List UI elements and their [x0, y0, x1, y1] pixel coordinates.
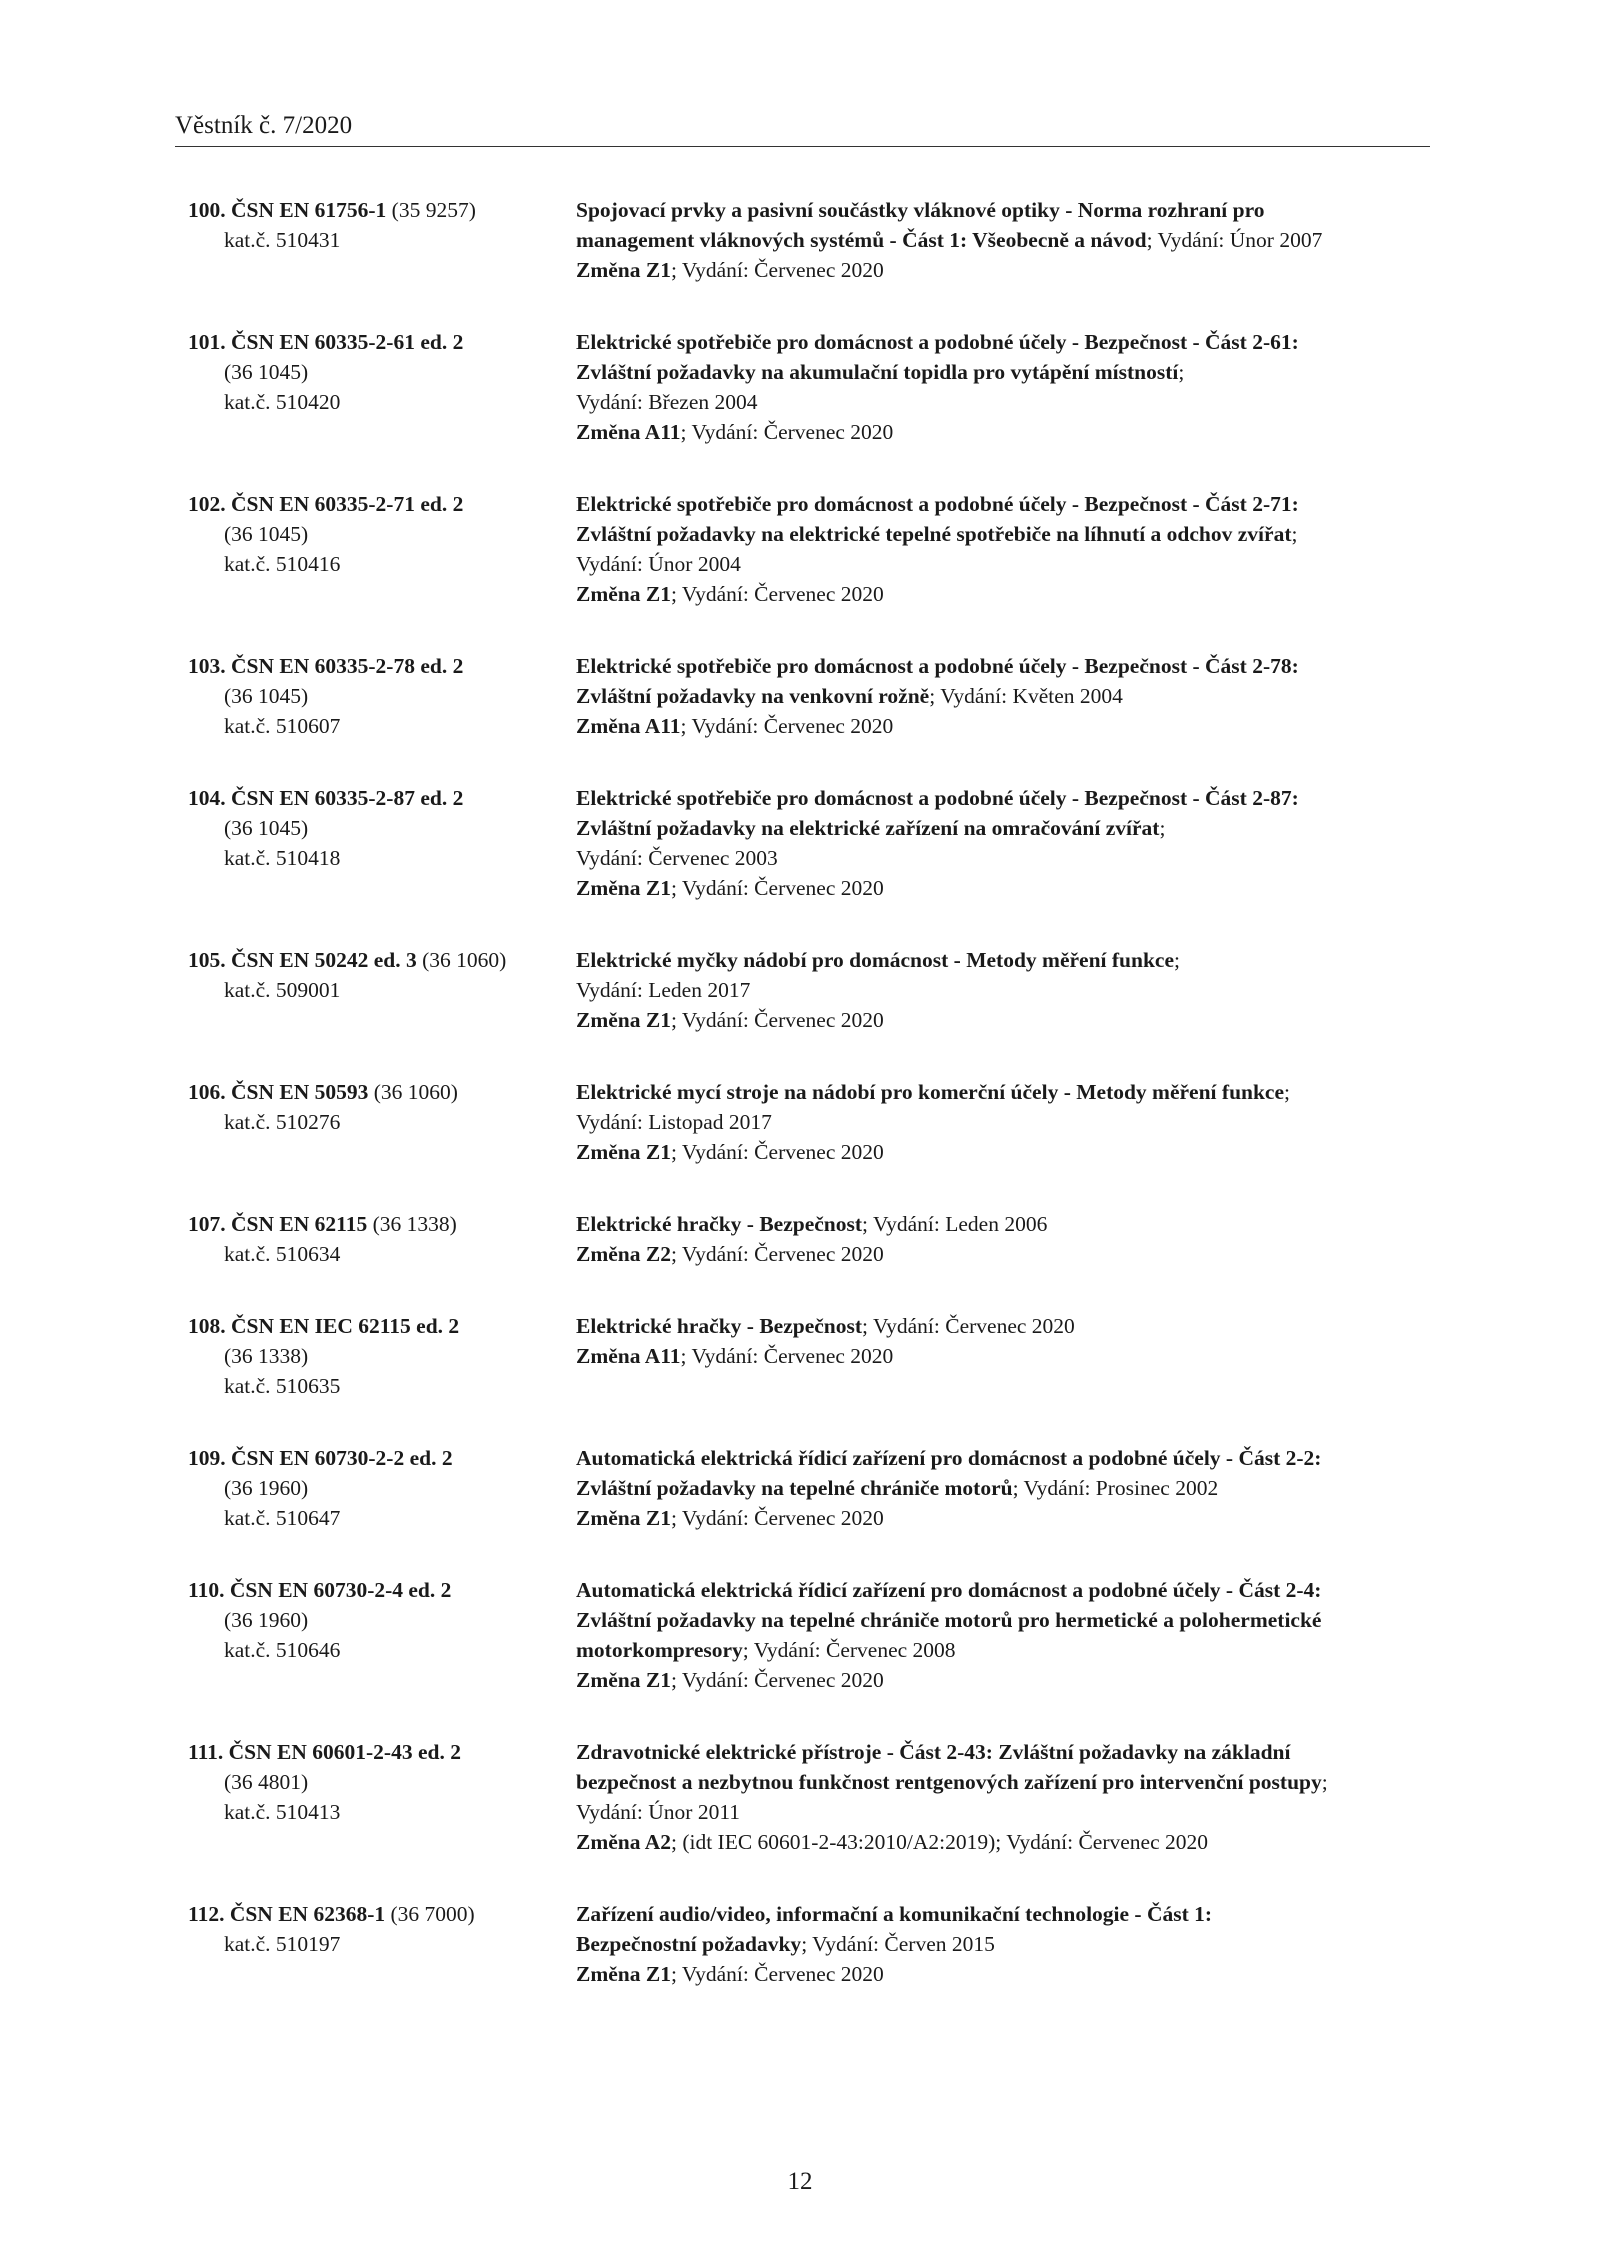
text-line — [576, 1503, 1428, 1533]
text-line — [188, 711, 576, 741]
text-line — [576, 357, 1428, 387]
standard-identifier — [188, 945, 576, 1035]
standard-identifier — [188, 1209, 576, 1269]
text-line — [188, 1473, 576, 1503]
bold-text: Elektrické spotřebiče pro domácnost a podobné účely - Bezpečnost - Část 2-78: — [576, 654, 1299, 678]
regular-text: ; Vydání: Červenec 2020 — [670, 1242, 884, 1266]
bold-text: Zvláštní požadavky na elektrické zařízení na omračování zvířat — [576, 816, 1160, 840]
bold-text: motorkompresory — [576, 1638, 743, 1662]
text-line — [188, 1737, 576, 1767]
text-line — [188, 387, 576, 417]
text-line — [576, 1737, 1428, 1767]
bold-text: Zvláštní požadavky na tepelné chrániče motorů — [576, 1476, 1013, 1500]
standard-description — [576, 1443, 1428, 1533]
regular-text: ; Vydání: Červenec 2020 — [680, 1344, 894, 1368]
regular-text: ; Vydání: Červenec 2020 — [862, 1314, 1075, 1338]
text-line — [576, 1209, 1428, 1239]
standard-description — [576, 1209, 1428, 1269]
text-line — [576, 711, 1428, 741]
standard-description — [576, 651, 1428, 741]
text-line — [188, 1209, 576, 1239]
bold-text: Změna Z1 — [576, 258, 671, 282]
bold-text: Změna Z1 — [576, 1008, 671, 1032]
text-line — [188, 1767, 576, 1797]
bold-text: Změna A11 — [576, 420, 681, 444]
regular-text: (35 9257) — [386, 198, 476, 222]
regular-text: (36 1060) — [416, 948, 507, 972]
bold-text: Zvláštní požadavky na tepelné chrániče motorů pro hermetické a polohermetické — [576, 1608, 1322, 1632]
bold-text: Změna A11 — [576, 1344, 681, 1368]
bold-text: Změna Z1 — [576, 1668, 671, 1692]
bold-text: 107. ČSN EN 62115 — [188, 1212, 368, 1236]
regular-text: ; Vydání: Červenec 2020 — [670, 1008, 884, 1032]
bold-text: Změna Z1 — [576, 1506, 671, 1530]
regular-text: kat.č. 510431 — [224, 228, 341, 252]
regular-text: Vydání: Únor 2004 — [576, 552, 741, 576]
text-line — [188, 1575, 576, 1605]
standard-entry — [188, 1737, 1428, 1857]
text-line — [576, 327, 1428, 357]
bold-text: management vláknových systémů - Část 1: Všeobecně a návod — [576, 228, 1147, 252]
text-line — [576, 1665, 1428, 1695]
regular-text: ; Vydání: Únor 2007 — [1146, 228, 1323, 252]
bold-text: Změna Z1 — [576, 1140, 671, 1164]
bold-text: Změna A2 — [576, 1830, 671, 1854]
regular-text: ; — [1178, 360, 1185, 384]
regular-text: kat.č. 510607 — [224, 714, 341, 738]
standard-entry — [188, 327, 1428, 447]
bold-text: Zvláštní požadavky na elektrické tepelné spotřebiče na líhnutí a odchov zvířat — [576, 522, 1292, 546]
regular-text: kat.č. 510418 — [224, 846, 341, 870]
standard-description — [576, 1311, 1428, 1401]
text-line — [576, 873, 1428, 903]
text-line — [576, 813, 1428, 843]
text-line — [576, 1077, 1428, 1107]
standard-identifier — [188, 327, 576, 447]
regular-text: ; Vydání: Červenec 2020 — [670, 1668, 884, 1692]
bold-text: Bezpečnostní požadavky — [576, 1932, 802, 1956]
text-line — [576, 1341, 1428, 1371]
standard-description — [576, 1899, 1428, 1989]
text-line — [188, 1371, 576, 1401]
text-line — [188, 1239, 576, 1269]
text-line — [188, 1443, 576, 1473]
standard-entry — [188, 1209, 1428, 1269]
text-line — [188, 1929, 576, 1959]
regular-text: ; Vydání: Červenec 2008 — [742, 1638, 956, 1662]
bold-text: Elektrické spotřebiče pro domácnost a podobné účely - Bezpečnost - Část 2-61: — [576, 330, 1299, 354]
text-line — [576, 1443, 1428, 1473]
text-line — [188, 843, 576, 873]
standard-identifier — [188, 195, 576, 285]
standard-description — [576, 783, 1428, 903]
text-line — [576, 1575, 1428, 1605]
text-line — [576, 1797, 1428, 1827]
bold-text: Elektrické hračky - Bezpečnost — [576, 1212, 863, 1236]
regular-text: (36 1045) — [224, 816, 309, 840]
regular-text: kat.č. 510646 — [224, 1638, 341, 1662]
text-line — [188, 489, 576, 519]
text-line — [188, 1341, 576, 1371]
text-line — [188, 549, 576, 579]
text-line — [576, 1767, 1428, 1797]
bold-text: 109. ČSN EN 60730-2-2 ed. 2 — [188, 1446, 453, 1470]
standard-entry — [188, 1077, 1428, 1167]
regular-text: ; — [1174, 948, 1180, 972]
regular-text: ; Vydání: Červen 2015 — [801, 1932, 995, 1956]
regular-text: kat.č. 510276 — [224, 1110, 341, 1134]
regular-text: (36 1338) — [367, 1212, 457, 1236]
regular-text: (36 1045) — [224, 522, 309, 546]
regular-text: kat.č. 510420 — [224, 390, 341, 414]
text-line — [188, 1899, 576, 1929]
regular-text: ; Vydání: Červenec 2020 — [670, 582, 884, 606]
bold-text: Spojovací prvky a pasivní součástky vláknové optiky - Norma rozhraní pro — [576, 198, 1265, 222]
bold-text: Elektrické mycí stroje na nádobí pro komerční účely - Metody měření funkce — [576, 1080, 1285, 1104]
journal-title: Věstník č. 7/2020 — [175, 112, 353, 139]
text-line — [188, 357, 576, 387]
regular-text: kat.č. 509001 — [224, 978, 341, 1002]
regular-text: Vydání: Leden 2017 — [576, 978, 751, 1002]
regular-text: kat.č. 510413 — [224, 1800, 341, 1824]
bold-text: Změna Z1 — [576, 1962, 671, 1986]
text-line — [576, 1605, 1428, 1635]
regular-text: Vydání: Březen 2004 — [576, 390, 758, 414]
standard-identifier — [188, 651, 576, 741]
regular-text: ; (idt IEC 60601-2-43:2010/A2:2019); Vydání: Červenec 2020 — [670, 1830, 1208, 1854]
bold-text: 104. ČSN EN 60335-2-87 ed. 2 — [188, 786, 464, 810]
regular-text: ; Vydání: Prosinec 2002 — [1012, 1476, 1219, 1500]
bold-text: 102. ČSN EN 60335-2-71 ed. 2 — [188, 492, 464, 516]
standard-identifier — [188, 1077, 576, 1167]
text-line — [576, 1929, 1428, 1959]
bold-text: Zařízení audio/video, informační a komunikační technologie - Část 1: — [576, 1902, 1213, 1926]
text-line — [188, 195, 576, 225]
text-line — [188, 945, 576, 975]
standard-entry — [188, 489, 1428, 609]
text-line — [188, 1503, 576, 1533]
text-line — [576, 1239, 1428, 1269]
text-line — [576, 417, 1428, 447]
standard-description — [576, 945, 1428, 1035]
standard-entry — [188, 195, 1428, 285]
text-line — [576, 579, 1428, 609]
standard-identifier — [188, 1443, 576, 1533]
regular-text: ; Vydání: Červenec 2020 — [680, 714, 894, 738]
regular-text: Vydání: Červenec 2003 — [576, 846, 778, 870]
standard-entry — [188, 1443, 1428, 1533]
standard-description — [576, 489, 1428, 609]
bold-text: 112. ČSN EN 62368-1 — [188, 1902, 386, 1926]
standard-description — [576, 327, 1428, 447]
standard-entry — [188, 783, 1428, 903]
text-line — [576, 651, 1428, 681]
text-line — [576, 945, 1428, 975]
regular-text: ; — [1159, 816, 1166, 840]
bold-text: 101. ČSN EN 60335-2-61 ed. 2 — [188, 330, 464, 354]
standard-identifier — [188, 489, 576, 609]
regular-text: kat.č. 510647 — [224, 1506, 341, 1530]
regular-text: kat.č. 510635 — [224, 1374, 341, 1398]
bold-text: Zvláštní požadavky na venkovní rožně — [576, 684, 930, 708]
bold-text: Elektrické myčky nádobí pro domácnost - Metody měření funkce — [576, 948, 1174, 972]
standard-entry — [188, 1899, 1428, 1989]
standard-description — [576, 195, 1428, 285]
bold-text: 111. ČSN EN 60601-2-43 ed. 2 — [188, 1740, 461, 1764]
standard-identifier — [188, 1311, 576, 1401]
regular-text: (36 1045) — [224, 360, 309, 384]
regular-text: ; — [1291, 522, 1298, 546]
regular-text: ; Vydání: Červenec 2020 — [680, 420, 894, 444]
bold-text: Elektrické spotřebiče pro domácnost a podobné účely - Bezpečnost - Část 2-87: — [576, 786, 1299, 810]
standard-description — [576, 1575, 1428, 1695]
text-line — [576, 489, 1428, 519]
text-line — [576, 255, 1428, 285]
standard-entry — [188, 945, 1428, 1035]
text-line — [576, 681, 1428, 711]
regular-text: (36 4801) — [224, 1770, 309, 1794]
standard-identifier — [188, 1575, 576, 1695]
bold-text: 100. ČSN EN 61756-1 — [188, 198, 387, 222]
regular-text: (36 1338) — [224, 1344, 309, 1368]
bold-text: 106. ČSN EN 50593 — [188, 1080, 369, 1104]
text-line — [188, 681, 576, 711]
bold-text: Automatická elektrická řídicí zařízení pro domácnost a podobné účely - Část 2-4: — [576, 1578, 1322, 1602]
regular-text: kat.č. 510416 — [224, 552, 341, 576]
page-number: 12 — [787, 2168, 813, 2195]
regular-text: kat.č. 510634 — [224, 1242, 341, 1266]
regular-text: ; — [1284, 1080, 1291, 1104]
text-line — [188, 1797, 576, 1827]
bold-text: Elektrické spotřebiče pro domácnost a podobné účely - Bezpečnost - Část 2-71: — [576, 492, 1299, 516]
text-line — [188, 1311, 576, 1341]
standard-description — [576, 1737, 1428, 1857]
bold-text: 105. ČSN EN 50242 ed. 3 — [188, 948, 417, 972]
standard-identifier — [188, 1899, 576, 1989]
regular-text: ; — [1321, 1770, 1328, 1794]
text-line — [576, 1107, 1428, 1137]
standard-identifier — [188, 783, 576, 903]
regular-text: Vydání: Listopad 2017 — [576, 1110, 772, 1134]
text-line — [188, 1107, 576, 1137]
text-line — [576, 195, 1428, 225]
regular-text: ; Vydání: Červenec 2020 — [670, 258, 884, 282]
regular-text: ; Vydání: Červenec 2020 — [670, 1962, 884, 1986]
regular-text: ; Vydání: Květen 2004 — [929, 684, 1123, 708]
bold-text: Změna Z2 — [576, 1242, 671, 1266]
bold-text: Automatická elektrická řídicí zařízení pro domácnost a podobné účely - Část 2-2: — [576, 1446, 1322, 1470]
standard-identifier — [188, 1737, 576, 1857]
text-line — [188, 651, 576, 681]
bold-text: Elektrické hračky - Bezpečnost — [576, 1314, 863, 1338]
standard-description — [576, 1077, 1428, 1167]
text-line — [576, 1005, 1428, 1035]
regular-text: ; Vydání: Červenec 2020 — [670, 1140, 884, 1164]
text-line — [576, 1959, 1428, 1989]
regular-text: (36 1045) — [224, 684, 309, 708]
regular-text: (36 1060) — [368, 1080, 458, 1104]
standard-entry — [188, 1575, 1428, 1695]
standards-list — [188, 195, 1428, 2031]
text-line — [576, 1827, 1428, 1857]
text-line — [576, 783, 1428, 813]
bold-text: bezpečnost a nezbytnou funkčnost rentgenových zařízení pro intervenční postupy — [576, 1770, 1322, 1794]
standard-entry — [188, 1311, 1428, 1401]
text-line — [576, 225, 1428, 255]
text-line — [576, 843, 1428, 873]
text-line — [188, 1635, 576, 1665]
regular-text: Vydání: Únor 2011 — [576, 1800, 741, 1824]
text-line — [188, 783, 576, 813]
text-line — [188, 1605, 576, 1635]
text-line — [188, 327, 576, 357]
bold-text: 110. ČSN EN 60730-2-4 ed. 2 — [188, 1578, 452, 1602]
bold-text: Zdravotnické elektrické přístroje - Část 2-43: Zvláštní požadavky na základní — [576, 1740, 1291, 1764]
regular-text: (36 7000) — [385, 1902, 475, 1926]
regular-text: ; Vydání: Červenec 2020 — [670, 1506, 884, 1530]
text-line — [576, 1311, 1428, 1341]
text-line — [576, 1899, 1428, 1929]
regular-text: (36 1960) — [224, 1476, 309, 1500]
regular-text: ; Vydání: Leden 2006 — [862, 1212, 1048, 1236]
text-line — [576, 975, 1428, 1005]
bold-text: 108. ČSN EN IEC 62115 ed. 2 — [188, 1314, 460, 1338]
bold-text: 103. ČSN EN 60335-2-78 ed. 2 — [188, 654, 464, 678]
text-line — [576, 1635, 1428, 1665]
text-line — [576, 1473, 1428, 1503]
page-header — [175, 112, 1430, 147]
bold-text: Změna Z1 — [576, 876, 671, 900]
text-line — [188, 975, 576, 1005]
regular-text: ; Vydání: Červenec 2020 — [670, 876, 884, 900]
text-line — [188, 1077, 576, 1107]
text-line — [576, 387, 1428, 417]
text-line — [188, 813, 576, 843]
bold-text: Zvláštní požadavky na akumulační topidla pro vytápění místností — [576, 360, 1179, 384]
bold-text: Změna A11 — [576, 714, 681, 738]
regular-text: kat.č. 510197 — [224, 1932, 341, 1956]
bold-text: Změna Z1 — [576, 582, 671, 606]
text-line — [576, 1137, 1428, 1167]
text-line — [576, 549, 1428, 579]
text-line — [188, 519, 576, 549]
text-line — [188, 225, 576, 255]
text-line — [576, 519, 1428, 549]
regular-text: (36 1960) — [224, 1608, 309, 1632]
standard-entry — [188, 651, 1428, 741]
